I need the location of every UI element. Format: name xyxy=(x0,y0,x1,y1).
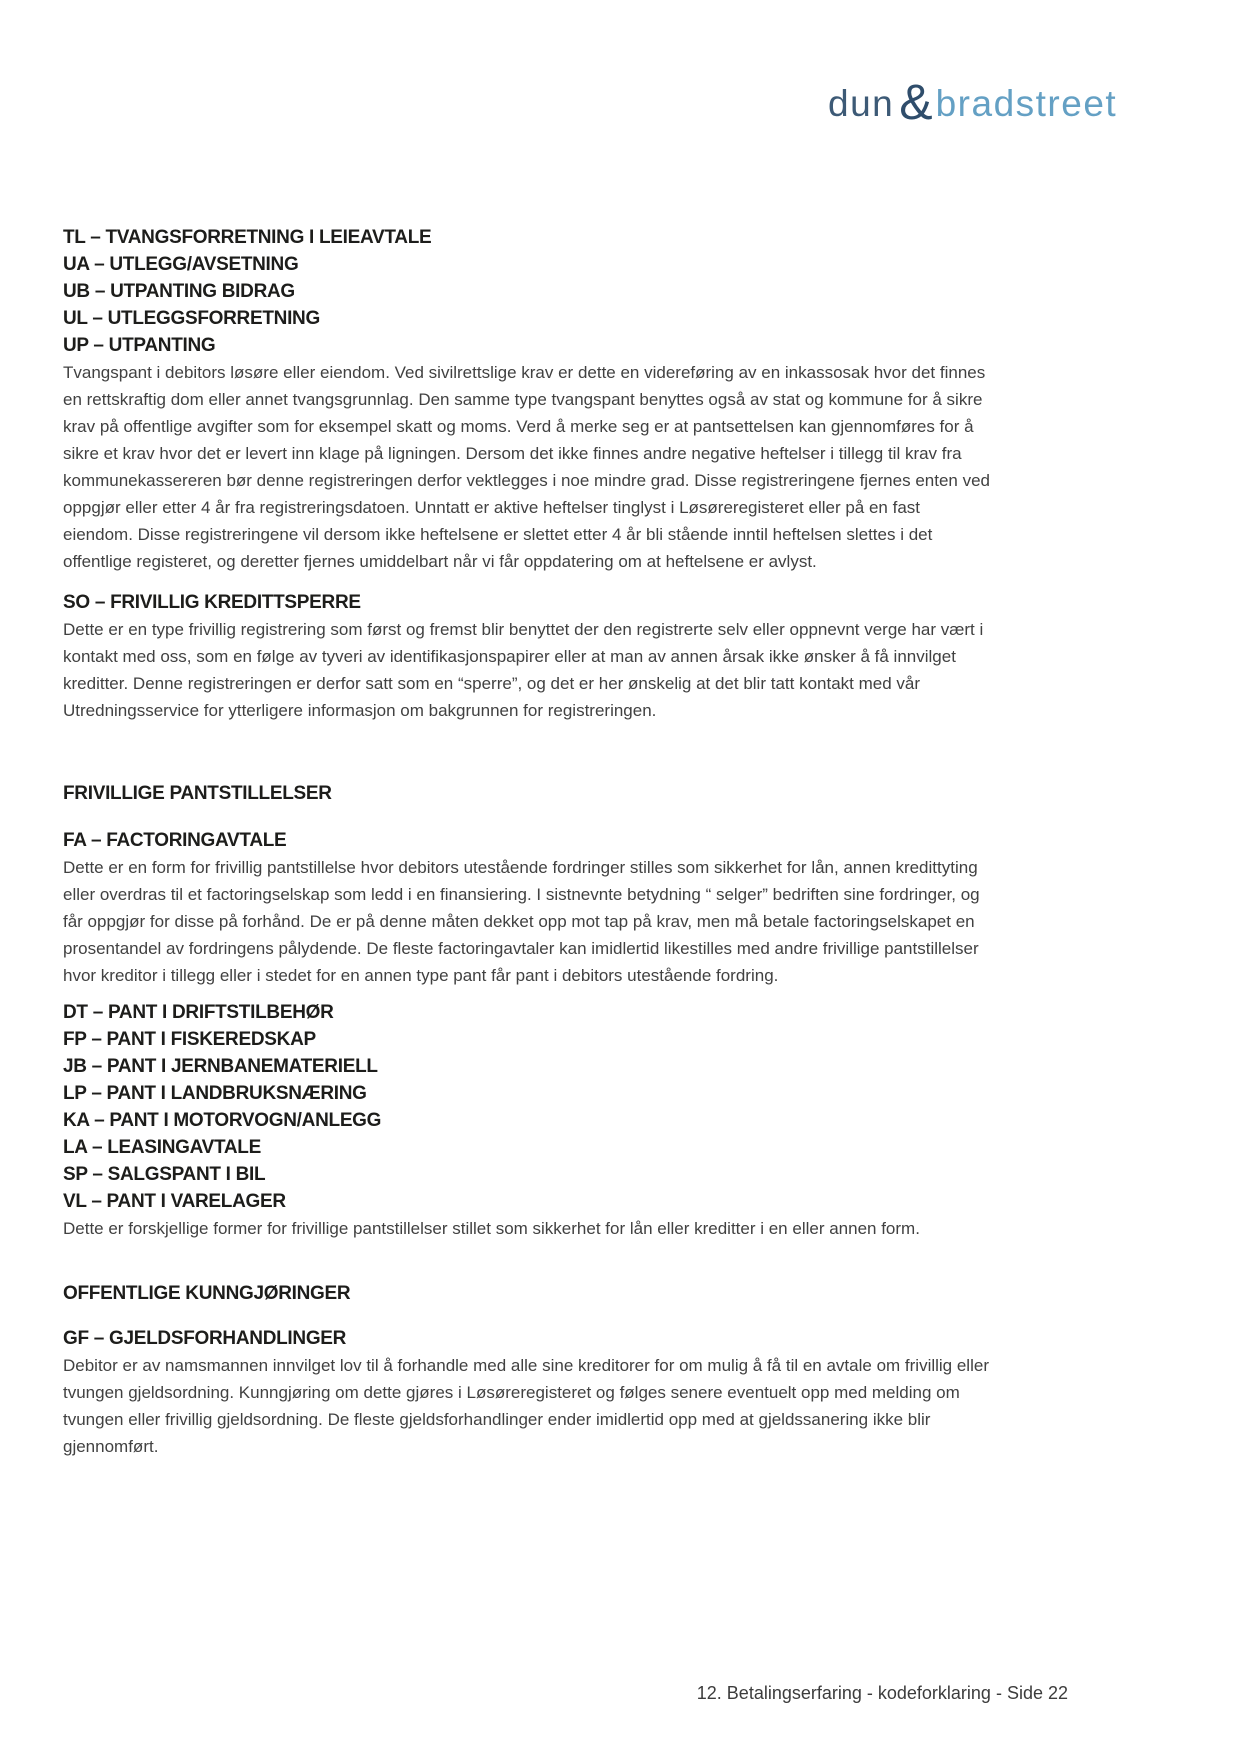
code-heading-la: LA – LEASINGAVTALE xyxy=(63,1137,261,1158)
code-heading-fp: FP – PANT I FISKEREDSKAP xyxy=(63,1029,316,1050)
code-heading-ub: UB – UTPANTING BIDRAG xyxy=(63,281,295,302)
code-heading-ul: UL – UTLEGGSFORRETNING xyxy=(63,308,320,329)
code-heading-so: SO – FRIVILLIG KREDITTSPERRE xyxy=(63,592,361,613)
paragraph-so: Dette er en type frivillig registrering som først og fremst blir benyttet der den registrerte selv eller oppnevnt verge har vært i kontakt med oss, som en følge av tyveri av identifikasjonspapirer eller at man av annen årsak ikke ønsker å få innvilget kreditter. Denne registreringen er derfor satt som en “sperre”, og det er her ønskelig at det blir tatt kontakt med vår Utredningsservice for ytterligere informasjon om bakgrunnen for registreringen. xyxy=(63,620,984,720)
document-content xyxy=(63,224,993,1460)
section-heading-public-announcements: OFFENTLIGE KUNNGJØRINGER xyxy=(63,1283,351,1304)
code-heading-dt: DT – PANT I DRIFTSTILBEHØR xyxy=(63,1002,334,1023)
paragraph-enforcement: Tvangspant i debitors løsøre eller eiendom. Ved sivilrettslige krav er dette en videreføring av en inkassosak hvor det finnes en rettskraftig dom eller annet tvangsgrunnlag. Den samme type tvangspant benyttes også av stat og kommune for å sikre krav på offentlige avgifter som for eksempel skatt og moms. Verd å merke seg er at pantsettelsen kan gjennomføres for å sikre et krav hvor det er levert inn klage på ligningen. Dersom det ikke finnes andre negative heftelser i tillegg til krav fra kommunekassereren bør denne registreringen derfor vektlegges i noe mindre grad. Disse registreringene fjernes enten ved oppgjør eller etter 4 år fra registreringsdatoen. Unntatt er aktive heftelser tinglyst i Løsøreregisteret eller på en fast eiendom. Disse registreringene vil dersom ikke heftelsene er slettet etter 4 år bli stående inntil heftelsen slettes i det offentlige registeret, og deretter fjernes umiddelbart når vi får oppdatering om at heftelsene er avlyst. xyxy=(63,363,990,571)
paragraph-fa: Dette er en form for frivillig pantstillelse hvor debitors utestående fordringer stilles som sikkerhet for lån, annen kredittyting eller overdras til et factoringselskap som ledd i en finansiering. I sistnevnte betydning “ selger” bedriften sine fordringer, og får oppgjør for disse på forhånd. De er på denne måten dekket opp mot tap på krav, men må betale factoringselskapet en prosentandel av fordringens pålydende. De fleste factoringavtaler kan imidlertid likestilles med andre frivillige pantstillelser hvor kreditor i tillegg eller i stedet for en annen type pant får pant i debitors utestående fordring. xyxy=(63,858,980,985)
code-heading-ua: UA – UTLEGG/AVSETNING xyxy=(63,254,299,275)
paragraph-pledges: Dette er forskjellige former for frivillige pantstillelser stillet som sikkerhet for lån eller kreditter i en eller annen form. xyxy=(63,1219,920,1238)
code-heading-up: UP – UTPANTING xyxy=(63,335,216,356)
code-heading-ka: KA – PANT I MOTORVOGN/ANLEGG xyxy=(63,1110,382,1131)
pledge-code-list xyxy=(63,999,993,1215)
logo-text-bradstreet: bradstreet xyxy=(935,83,1118,124)
page-footer: 12. Betalingserfaring - kodeforklaring - Side 22 xyxy=(696,1683,1068,1703)
code-heading-jb: JB – PANT I JERNBANEMATERIELL xyxy=(63,1056,378,1077)
enforcement-code-list xyxy=(63,224,993,359)
code-heading-sp: SP – SALGSPANT I BIL xyxy=(63,1164,266,1185)
code-heading-lp: LP – PANT I LANDBRUKSNÆRING xyxy=(63,1083,367,1104)
code-heading-vl: VL – PANT I VARELAGER xyxy=(63,1191,286,1212)
paragraph-gf: Debitor er av namsmannen innvilget lov til å forhandle med alle sine kreditorer for om mulig å få til en avtale om frivillig eller tvungen gjeldsordning. Kunngjøring om dette gjøres i Løsøreregisteret og følges senere eventuelt opp med melding om tvungen eller frivillig gjeldsordning. De fleste gjeldsforhandlinger ender imidlertid opp med at gjeldssanering ikke blir gjennomført. xyxy=(63,1356,989,1456)
dun-bradstreet-logo xyxy=(828,72,1118,130)
code-heading-fa: FA – FACTORINGAVTALE xyxy=(63,830,287,851)
logo-ampersand-icon: & xyxy=(899,74,933,130)
code-heading-tl: TL – TVANGSFORRETNING I LEIEAVTALE xyxy=(63,227,432,248)
logo-text-dun: dun xyxy=(828,83,895,124)
code-heading-gf: GF – GJELDSFORHANDLINGER xyxy=(63,1328,347,1349)
section-heading-voluntary-pledges: FRIVILLIGE PANTSTILLELSER xyxy=(63,783,332,804)
